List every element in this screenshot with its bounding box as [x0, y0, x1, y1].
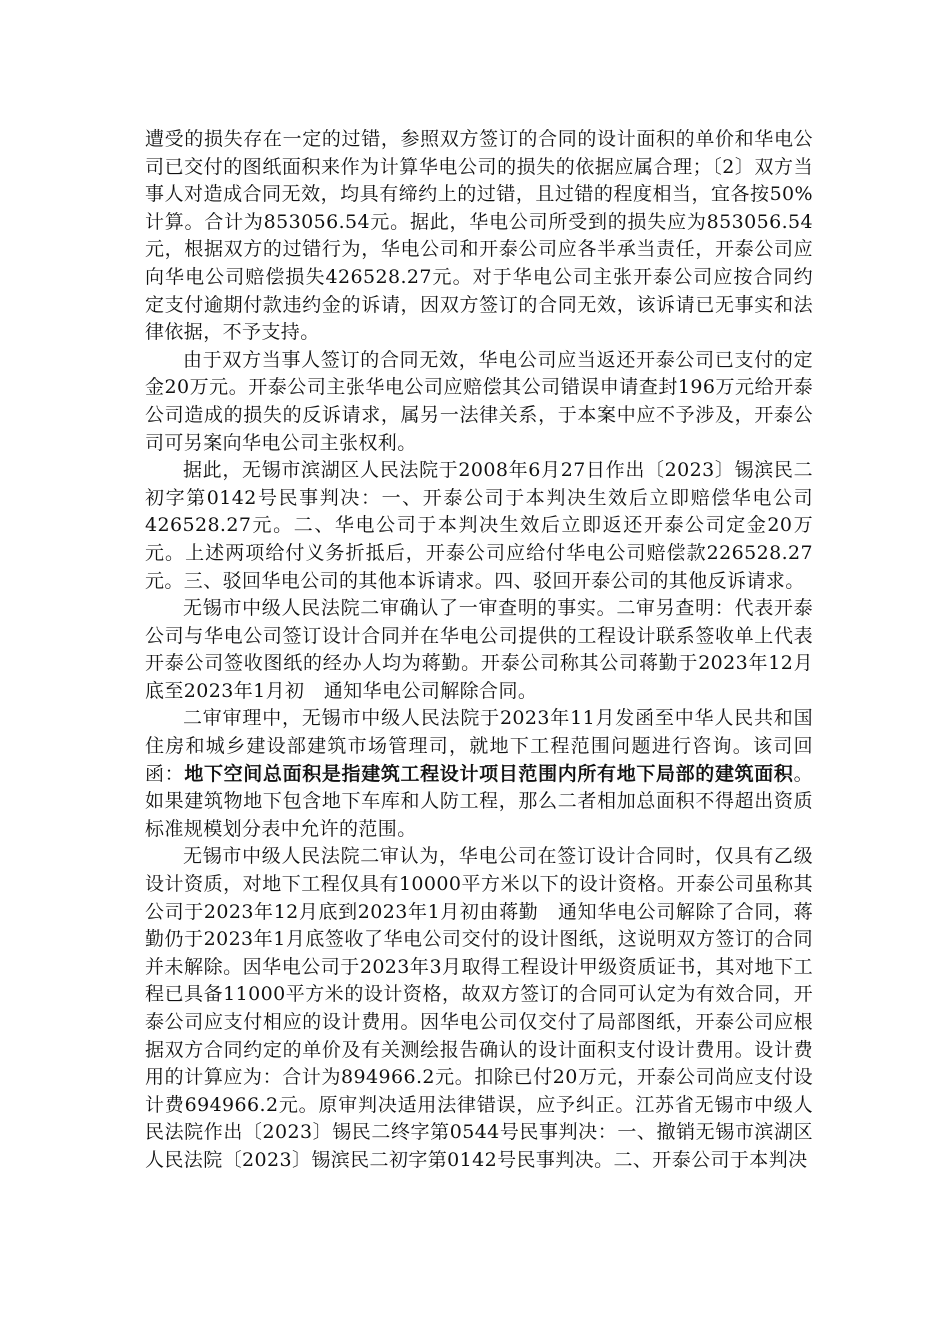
paragraph-text: 无锡市中级人民法院二审认为，华电公司在签订设计合同时，仅具有乙级设计资质，对地下工程仅具有10000平方米以下的设计资格。开泰公司虽称其公司于2023年12月底到2023年1月初由蒋勤 通知华电公司解除了合同，蒋勤仍于2023年1月底签收了华电公司交付的设计图纸，这说明双方签订的合同并未解除。因华电公司于2023年3月取得工程设计甲级资质证书，其对地下工程已具备11000平方米的设计资格，故双方签订的合同可认定为有效合同，开泰公司应支付相应的设计费用。因华电公司仅交付了局部图纸，开泰公司应根据双方合同约定的单价及有关测绘报告确认的设计面积支付设计费用。设计费用的计算应为：合计为894966.2元。扣除已付20万元，开泰公司尚应支付设计费694966.2元。原审判决适用法律错误，应予纠正。江苏省无锡市中级人民法院作出〔2023〕锡民二终字第0544号民事判决：一、撤销无锡市滨湖区人民法院〔2023〕锡滨民二初字第0142号民事判决。二、开泰公司于本判决: [145, 845, 813, 1171]
paragraph-text: 二审审理中，无锡市中级人民法院于2023年11月发函至中华人民共和国住房和城乡建设部建筑市场管理司，就地下工程范围问题进行咨询。该司回函：: [145, 707, 813, 785]
document-body: [145, 126, 813, 1175]
paragraph-3: [145, 457, 813, 595]
paragraph-4: [145, 595, 813, 705]
paragraph-2: [145, 347, 813, 457]
paragraph-text: 无锡市中级人民法院二审确认了一审查明的事实。二审另查明：代表开泰公司与华电公司签订设计合同并在华电公司提供的工程设计联系签收单上代表开泰公司签收图纸的经办人均为蒋勤。开泰公司称其公司蒋勤于2023年12月底至2023年1月初 通知华电公司解除合同。: [145, 597, 813, 702]
paragraph-text: 遭受的损失存在一定的过错，参照双方签订的合同的设计面积的单价和华电公司已交付的图纸面积来作为计算华电公司的损失的依据应属合理；〔2〕双方当事人对造成合同无效，均具有缔约上的过错，且过错的程度相当，宜各按50%计算。合计为853056.54元。据此，华电公司所受到的损失应为853056.54元，根据双方的过错行为，华电公司和开泰公司应各半承当责任，开泰公司应向华电公司赔偿损失426528.27元。对于华电公司主张开泰公司应按合同约定支付逾期付款违约金的诉请，因双方签订的合同无效，该诉请已无事实和法律依据，不予支持。: [145, 128, 813, 344]
paragraph-5: [145, 705, 813, 843]
paragraph-text: 。如果建筑物地下包含地下车库和人防工程，那么二者相加总面积不得超出资质标准规模划分表中允许的范围。: [145, 762, 813, 840]
paragraph-text: 据此，无锡市滨湖区人民法院于2008年6月27日作出〔2023〕锡滨民二初字第0142号民事判决：一、开泰公司于本判决生效后立即赔偿华电公司426528.27元。二、华电公司于本判决生效后立即返还开泰公司定金20万元。上述两项给付义务折抵后，开泰公司应给付华电公司赔偿款226528.27元。三、驳回华电公司的其他本诉请求。四、驳回开泰公司的其他反诉请求。: [145, 459, 813, 592]
paragraph-1: [145, 126, 813, 347]
bold-highlight-text: 地下空间总面积是指建筑工程设计项目范围内所有地下局部的建筑面积: [184, 762, 794, 785]
paragraph-text: 由于双方当事人签订的合同无效，华电公司应当返还开泰公司已支付的定金20万元。开泰公司主张华电公司应赔偿其公司错误申请查封196万元给开泰公司造成的损失的反诉请求，属另一法律关系，于本案中应不予涉及，开泰公司可另案向华电公司主张权利。: [145, 348, 813, 454]
paragraph-6: [145, 843, 813, 1174]
